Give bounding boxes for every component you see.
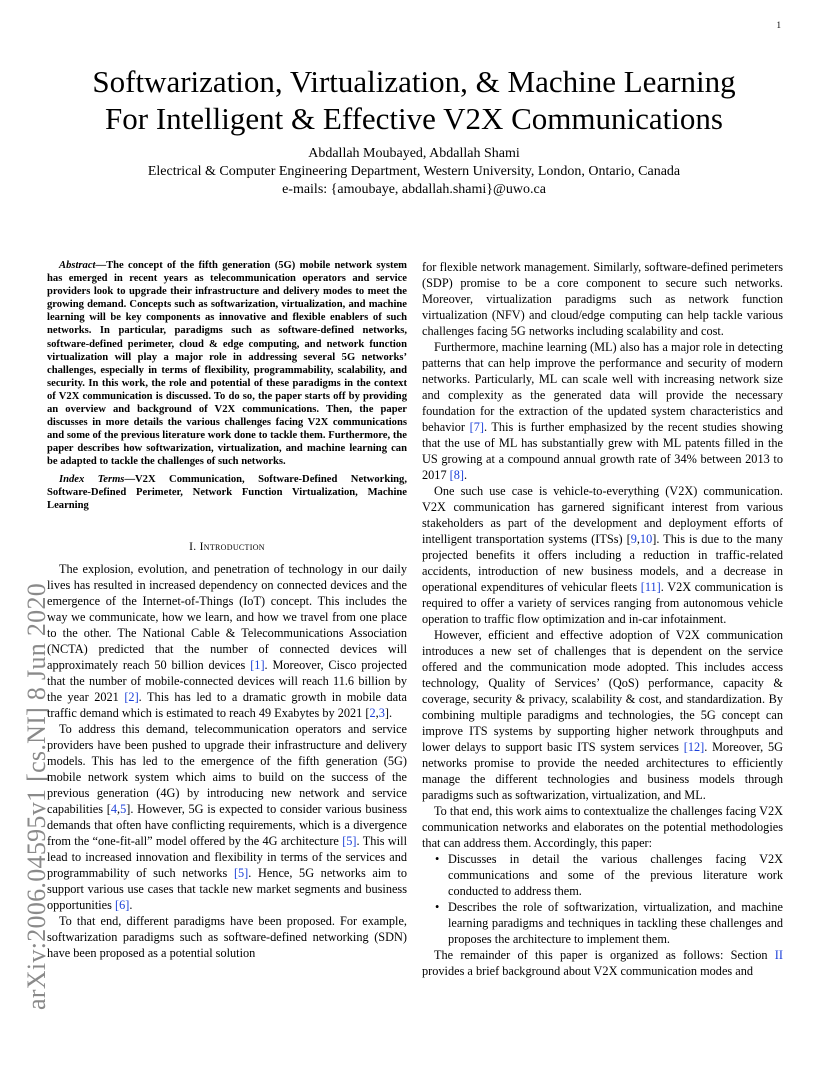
section-heading-introduction — [47, 539, 407, 555]
intro-paragraph-3: To that end, different paradigms have been proposed. For example, softwarization paradigms such as software-defined networking (SDN) have been proposed as a potential solution — [47, 913, 407, 960]
author-block — [40, 145, 788, 199]
intro-paragraph-1: The explosion, evolution, and penetration of technology in our daily lives has resulted in increased dependency on connected devices and the emergence of the Internet-of-Things (IoT) concept. This includes the way we communicate, how we learn, and how we travel from one place to the other. The National Cable & Telecommunications Association (NCTA) predicted that the number of connected devices will approximately reach 50 billion devices [1]. Moreover, Cisco projected that the number of mobile-connected devices will reach 11.6 billion by the year 2021 [2]. This has led to a dramatic growth in mobile data traffic demand which is estimated to reach 49 Exabytes by 2021 [2,3]. — [47, 561, 408, 720]
intro-paragraph-2: To address this demand, telecommunication operators and service providers have been pushed to upgrade their infrastructure and delivery models. This has led to the emergence of the fifth generation (5G) mobile network system which aims to build on the success of the previous generation (4G) by introducing new network and service capabilities [4,5]. However, 5G is expected to consider various business demands that often have conflicting requirements, which is a divergence from the “one-fit-all” model offered by the 4G architecture [5]. This will lead to increased innovation and flexibility in terms of the services and programmability of such networks [5]. Hence, 5G networks aim to support various use cases that tackle new market segments and business opportunities [6]. — [47, 721, 408, 912]
intro-paragraph-7: To that end, this work aims to contextualize the challenges facing V2X communication networks and elaborates on the potential methodologies that can address them. Accordingly, this paper: — [422, 804, 783, 850]
abstract-body: —The concept of the fifth generation (5G) mobile network system has emerged in recent years as telecommunication operators and service providers look to upgrade their infrastructure and delivery modes to meet the growing demand. Concepts such as softwarization, virtualization, and machine learning will be key components as innovative and flexible enablers of such networks. In particular, paradigms such as software-defined networks, software-defined perimeter, cloud & edge computing, and network function virtualization will play a major role in addressing several 5G networks’ challenges, especially in terms of flexibility, programmability, scalability, and security. In this work, the role and potential of these paradigms in the context of V2X communication is discussed. To do so, the paper starts off by providing an overview and background of V2X communications. Then, the paper discusses in more details the various challenges facing V2X communications and some of the previous literature work done to tackle them. Furthermore, the paper describes how softwarization, virtualization, and machine learning can be adapted to tackle the challenges of such networks. — [47, 260, 407, 468]
list-item: • Discusses in detail the various challenges facing V2X communications and some of the previous literature work conducted to address them. — [448, 851, 783, 899]
citation-link[interactable]: [6] — [114, 897, 130, 912]
title-line-1: Softwarization, Virtualization, & Machine Learning — [92, 64, 736, 99]
citation-link[interactable]: [2] — [124, 689, 139, 704]
intro-paragraph-6: However, efficient and effective adoption of V2X communication introduces a new set of challenges that is dependent on the service offered and the communication mode adopted. This includes access technology, Quality of Services’ (QoS) performance, capacity & coverage, security & privacy, scalability & cost, and standardization. By combining multiple paradigms and technologies, the 5G concept can improve ITS systems by supporting higher network throughputs and lower delays to support basic ITS system services [12]. Moreover, 5G networks promise to provide the needed architectures to efficiently manage the different technologies and business models through paradigms such as softwarization, virtualization, and ML. — [422, 628, 783, 802]
citation-link[interactable]: 4 — [110, 801, 117, 816]
paper-title — [40, 63, 788, 137]
citation-link[interactable]: 2 — [369, 705, 376, 720]
contribution-list — [422, 851, 783, 947]
citation-link[interactable]: [5] — [342, 833, 357, 848]
index-terms-lead: Index Terms — [59, 473, 125, 485]
index-terms — [47, 473, 407, 512]
abstract-lead: Abstract — [59, 260, 96, 271]
citation-link[interactable]: 5 — [120, 801, 127, 816]
index-terms-body: —V2X Communication, Software-Defined Networking, Software-Defined Perimeter, Network Function Virtualization, Machine Learning — [47, 473, 407, 511]
author-names: Abdallah Moubayed, Abdallah Shami — [308, 146, 520, 161]
page-number: 1 — [776, 20, 781, 30]
title-line-2: For Intelligent & Effective V2X Communications — [105, 101, 723, 136]
citation-link[interactable]: 3 — [378, 705, 385, 720]
abstract — [47, 259, 407, 469]
author-emails: e-mails: {amoubaye, abdallah.shami}@uwo.ca — [282, 182, 546, 197]
citation-link[interactable]: 9 — [630, 532, 637, 546]
citation-link[interactable]: [1] — [250, 657, 265, 672]
citation-link[interactable]: [7] — [469, 420, 484, 434]
citation-link[interactable]: [11] — [640, 580, 661, 594]
citation-link[interactable]: 10 — [639, 532, 653, 546]
intro-paragraph-3-continued: for flexible network management. Similarly, software-defined perimeters (SDP) promise to be a core component to secure such networks. Moreover, virtualization paradigms such as network function virtualization (NFV) and cloud/edge computing can help tackle various challenges facing 5G networks including scalability and cost. — [422, 260, 783, 338]
right-column — [422, 259, 783, 979]
citation-link[interactable]: [8] — [449, 468, 465, 482]
left-column — [47, 259, 407, 961]
arxiv-stamp: arXiv:2006.04595v1 [cs.NI] 8 Jun 2020 — [22, 582, 51, 1010]
section-link[interactable]: II — [774, 948, 783, 962]
intro-paragraph-8: The remainder of this paper is organized as follows: Section II provides a brief background about V2X communication modes and — [422, 948, 783, 978]
citation-link[interactable]: [5] — [233, 865, 249, 880]
list-item: • Describes the role of softwarization, virtualization, and machine learning paradigms and techniques in tackling these challenges and proposes the architecture to implement them. — [448, 899, 783, 947]
intro-paragraph-5: One such use case is vehicle-to-everything (V2X) communication. V2X communication has garnered significant interest from various stakeholders as part of the development and deployment efforts of intelligent transportation systems (ITSs) [9,10]. This is due to the many projected benefits it offers including a reduction in traffic-related accidents, introduction of new business models, and a decrease in operational expenditures of vehicular fleets [11]. V2X communication is required to offer a variety of services ranging from autonomous vehicle operation to traffic flow optimization and in-car infotainment. — [422, 484, 783, 626]
author-affiliation: Electrical & Computer Engineering Department, Western University, London, Ontario, Canada — [147, 164, 681, 179]
section-title: Introduction — [199, 540, 265, 553]
intro-paragraph-4: Furthermore, machine learning (ML) also has a major role in detecting patterns that can help improve the performance and security of modern networks. Particularly, ML can scale well with increasing network size and complexity as the generated data will provide the necessary foundation for the extraction of the updated system characteristics and behavior [7]. This is further emphasized by the recent studies showing that the use of ML has substantially grew with ML patents filled in the US growing at a compound annual growth rate of 34% between 2013 to 2017 [8]. — [422, 340, 783, 482]
citation-link[interactable]: [12] — [683, 740, 705, 754]
section-number: I. — [189, 540, 200, 553]
